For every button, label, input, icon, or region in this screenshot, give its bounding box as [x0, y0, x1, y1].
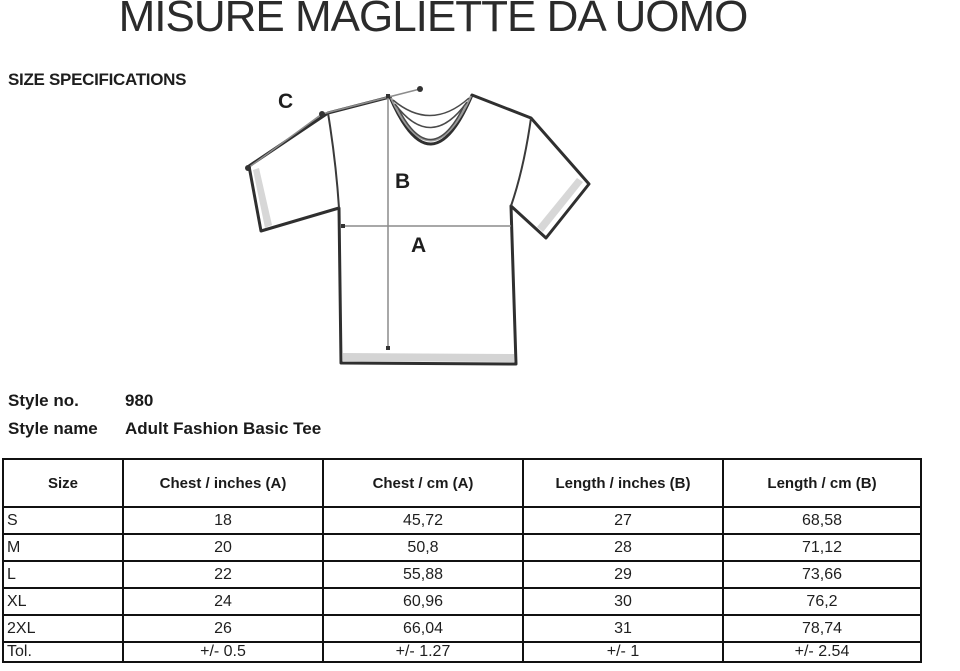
column-header: Size: [3, 459, 123, 507]
column-header: Chest / inches (A): [123, 459, 323, 507]
style-name-value: Adult Fashion Basic Tee: [125, 419, 322, 438]
table-cell: +/- 1.27: [323, 642, 523, 662]
measure-dot: [417, 86, 423, 92]
page-title: MISURE MAGLIETTE DA UOMO: [118, 0, 748, 41]
measure-dot: [245, 165, 251, 171]
table-cell: 73,66: [723, 561, 921, 588]
table-cell: 27: [523, 507, 723, 534]
measure-label-b: B: [395, 170, 411, 193]
style-name-row: [8, 415, 321, 443]
table-cell: 45,72: [323, 507, 523, 534]
table-cell: 76,2: [723, 588, 921, 615]
measure-label-c: C: [278, 90, 294, 113]
table-cell: 68,58: [723, 507, 921, 534]
table-row: [3, 507, 921, 534]
table-cell: 78,74: [723, 615, 921, 642]
table-cell: M: [3, 534, 123, 561]
table-cell: 22: [123, 561, 323, 588]
tshirt-diagram: [225, 80, 655, 380]
size-table-header-row: [3, 459, 921, 507]
table-cell: XL: [3, 588, 123, 615]
table-cell: 66,04: [323, 615, 523, 642]
column-header: Length / cm (B): [723, 459, 921, 507]
table-row: [3, 642, 921, 662]
measure-label-a: A: [411, 234, 427, 257]
table-row: [3, 561, 921, 588]
table-cell: 71,12: [723, 534, 921, 561]
table-row: [3, 615, 921, 642]
table-cell: +/- 2.54: [723, 642, 921, 662]
style-no-row: [8, 387, 321, 415]
measure-marker: [386, 94, 390, 98]
table-cell: 60,96: [323, 588, 523, 615]
table-cell: 50,8: [323, 534, 523, 561]
measure-dot: [319, 111, 325, 117]
measure-marker: [386, 346, 390, 350]
table-cell: 2XL: [3, 615, 123, 642]
table-cell: 24: [123, 588, 323, 615]
table-cell: Tol.: [3, 642, 123, 662]
table-cell: 18: [123, 507, 323, 534]
table-cell: 30: [523, 588, 723, 615]
column-header: Length / inches (B): [523, 459, 723, 507]
hem-shading: [343, 353, 514, 362]
column-header: Chest / cm (A): [323, 459, 523, 507]
table-cell: 28: [523, 534, 723, 561]
table-cell: 26: [123, 615, 323, 642]
table-cell: 20: [123, 534, 323, 561]
table-cell: +/- 1: [523, 642, 723, 662]
size-table: [2, 458, 922, 663]
size-specifications-label: SIZE SPECIFICATIONS: [8, 70, 187, 89]
style-name-label: Style name: [8, 419, 98, 438]
table-cell: L: [3, 561, 123, 588]
table-row: [3, 534, 921, 561]
table-cell: 55,88: [323, 561, 523, 588]
table-cell: +/- 0.5: [123, 642, 323, 662]
table-cell: S: [3, 507, 123, 534]
table-cell: 31: [523, 615, 723, 642]
table-row: [3, 588, 921, 615]
style-no-value: 980: [125, 391, 154, 410]
table-cell: 29: [523, 561, 723, 588]
style-info: [8, 387, 321, 443]
style-no-label: Style no.: [8, 391, 79, 410]
measure-marker: [341, 224, 345, 228]
